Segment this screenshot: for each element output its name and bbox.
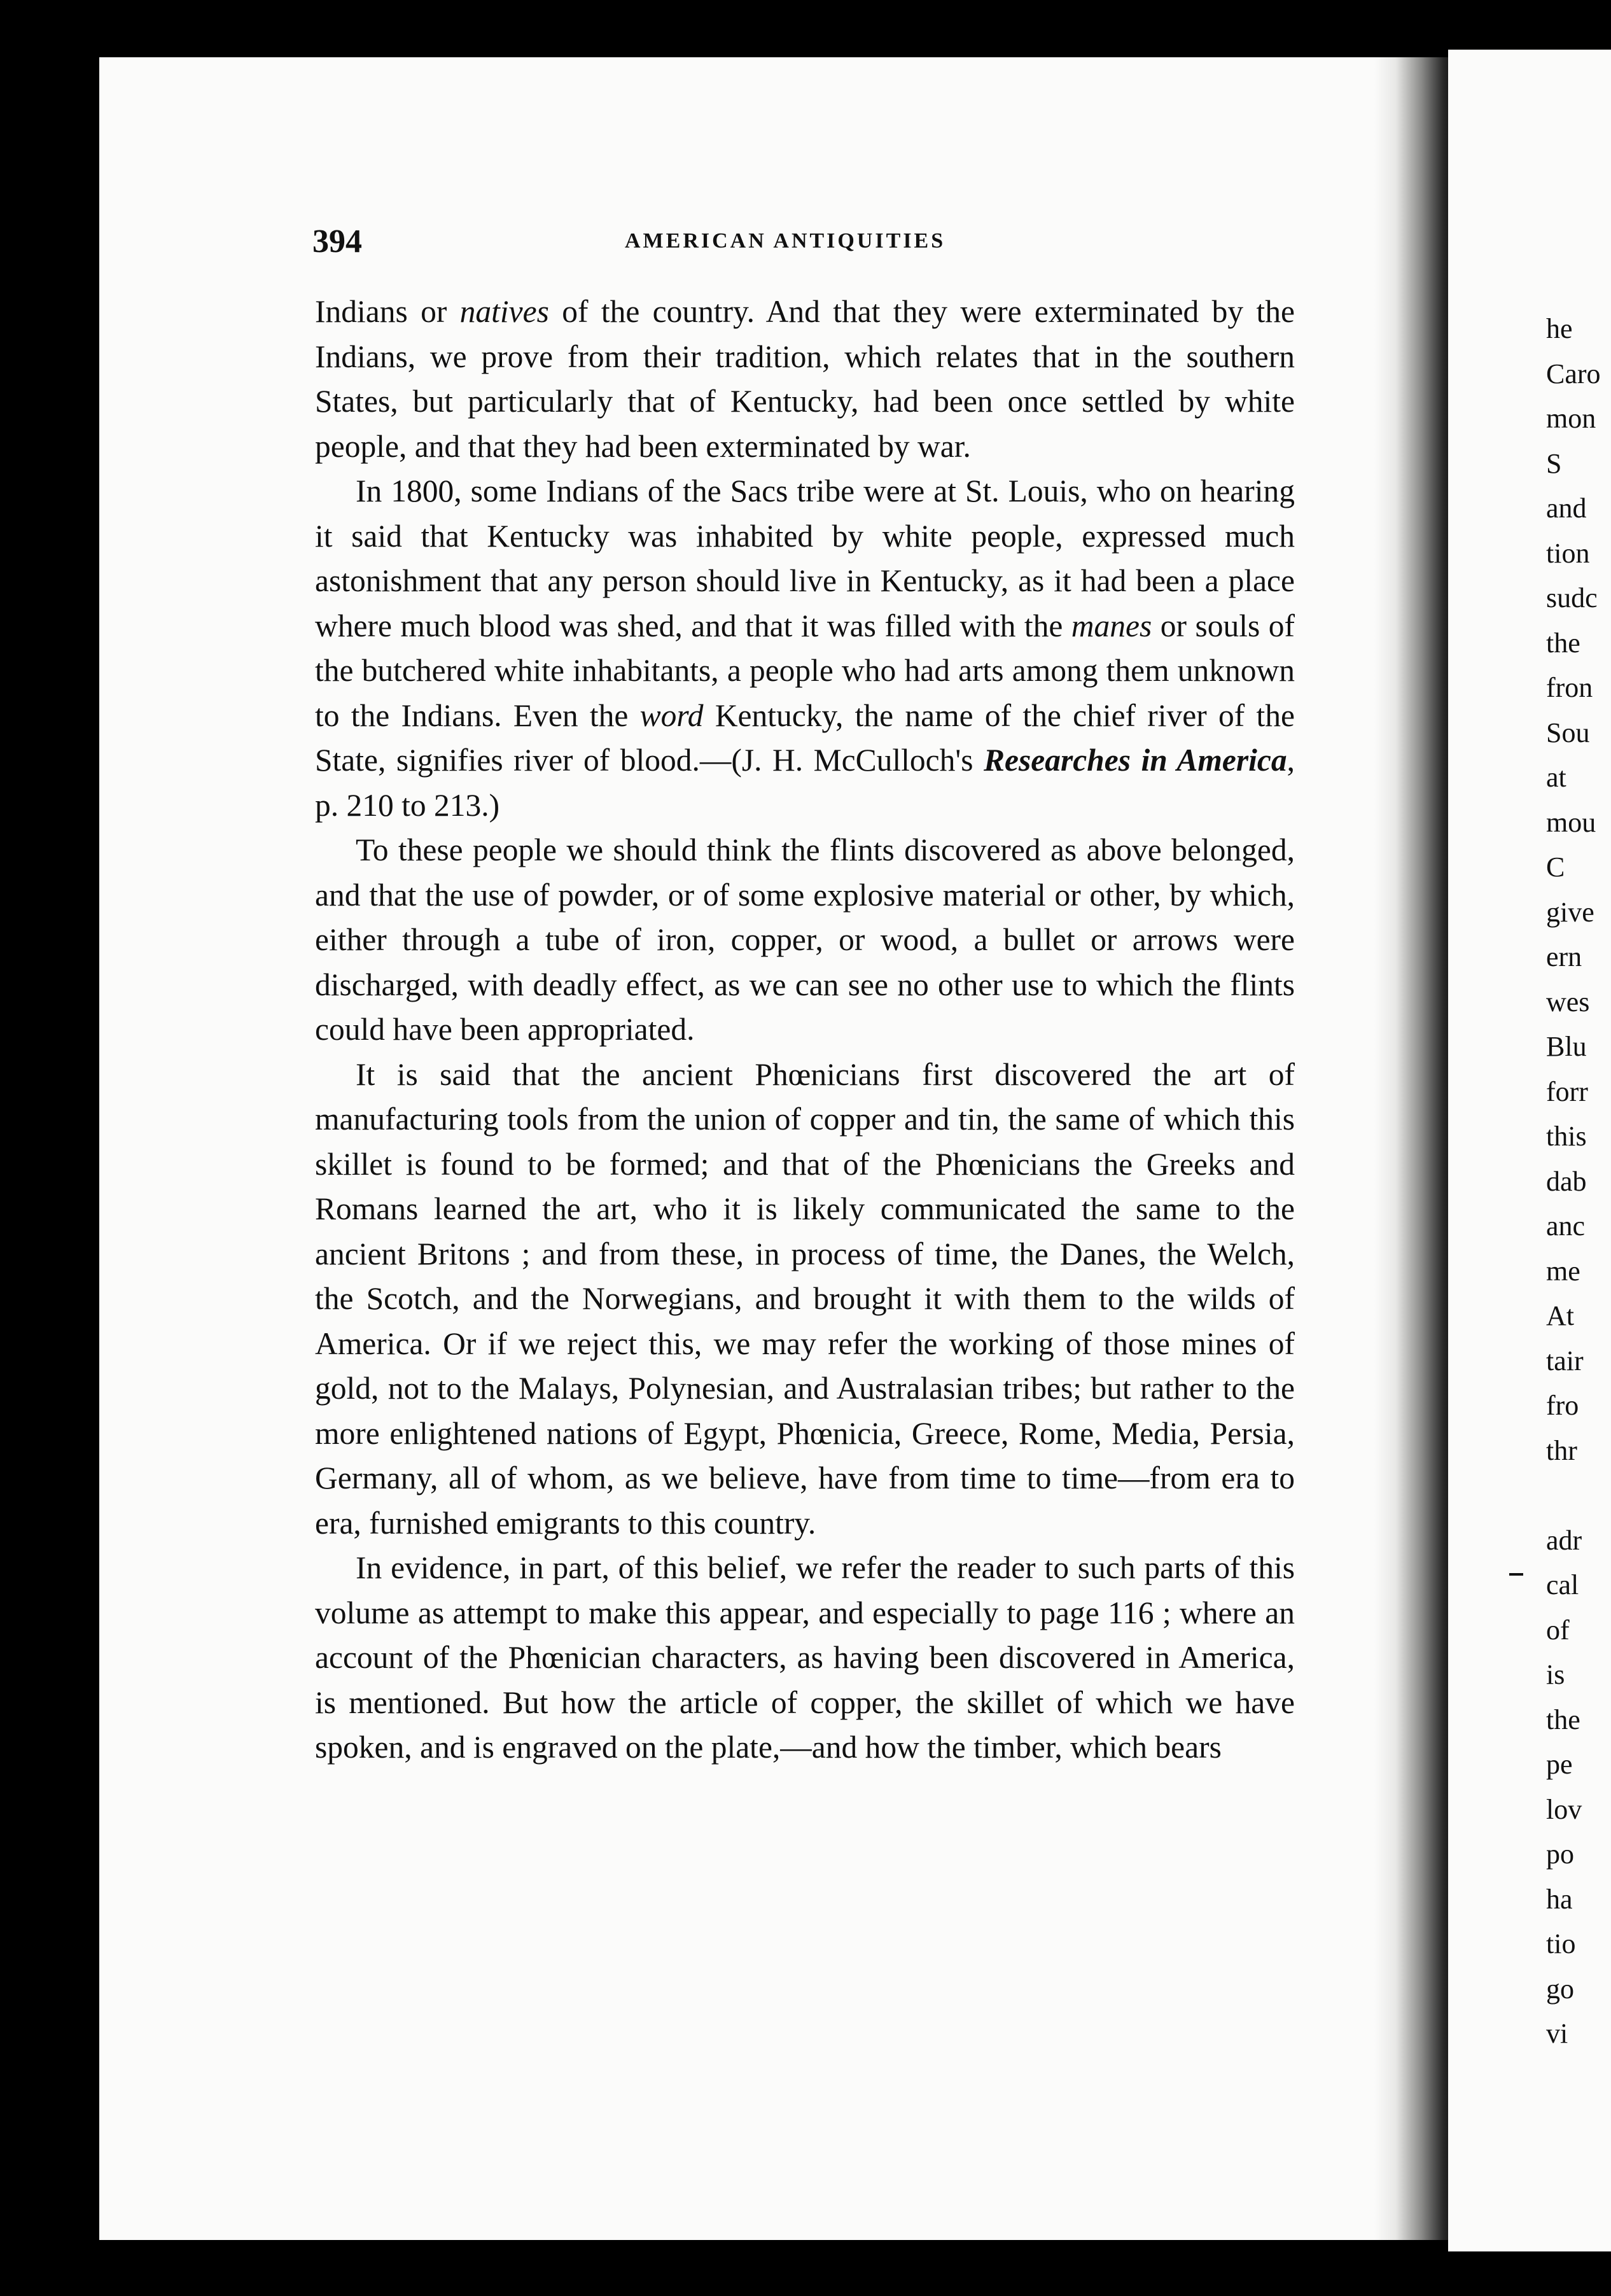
adjacent-page-fragment: wes: [1546, 986, 1590, 1018]
adjacent-page-fragment: Sou: [1546, 717, 1590, 748]
adjacent-page-fragment: [1546, 1473, 1611, 1518]
adjacent-page-fragment: S: [1546, 447, 1562, 479]
adjacent-page-fragment: at: [1546, 762, 1566, 793]
adjacent-page-fragment: pe: [1546, 1749, 1573, 1780]
adjacent-page-fragment: thr: [1546, 1434, 1577, 1466]
book-gutter: [1374, 57, 1460, 2240]
adjacent-page-fragment: Caro: [1546, 358, 1601, 389]
adjacent-page-fragment: ern: [1546, 941, 1582, 972]
adjacent-page-fragment: Blu: [1546, 1031, 1587, 1062]
running-head: [312, 223, 1292, 267]
adjacent-page-fragment: the: [1546, 1704, 1580, 1735]
adjacent-page-fragment: lov: [1546, 1793, 1582, 1825]
margin-dash-mark: [1509, 1573, 1523, 1576]
adjacent-page-fragment: and: [1546, 493, 1587, 524]
adjacent-page-fragment: C: [1546, 851, 1565, 883]
adjacent-page-fragment: is: [1546, 1659, 1565, 1690]
adjacent-page-fragment: cal: [1546, 1569, 1579, 1600]
adjacent-page-fragment: po: [1546, 1838, 1574, 1870]
adjacent-page-fragment: give: [1546, 896, 1594, 928]
adjacent-page-fragment: fron: [1546, 672, 1593, 703]
adjacent-page-fragment: this: [1546, 1121, 1587, 1152]
adjacent-page-fragment: anc: [1546, 1210, 1586, 1242]
paragraph-1: Indians or natives of the country. And that they were exterminated by the Indians, we prove from their tradition, which relates that in the southern States, but particularly that of Kentucky, had been once settled by white people, and that they had been exterminated by war.: [315, 294, 1295, 464]
adjacent-page-fragment: the: [1546, 627, 1580, 659]
adjacent-page-fragment: tion: [1546, 537, 1590, 569]
adjacent-page-fragment: ha: [1546, 1883, 1573, 1915]
italic-natives: natives: [459, 294, 549, 329]
italic-manes: manes: [1071, 608, 1152, 643]
adjacent-page-fragment: mon: [1546, 403, 1596, 434]
paragraph-4: It is said that the ancient Phœnicians first discovered the art of manufacturing tools from the union of copper and tin, the same of which this skillet is found to be formed; and that of the Phœnicians the Greeks and Romans learned the art, who it is likely communicated the same to the ancient Britons ; and from these, in process of time, the Danes, the Welch, the Scotch, and the Norwegians, and brought it with them to the wilds of America. Or if we reject this, we may refer the working of those mines of gold, not to the Malays, Polynesian, and Australasian tribes; but rather to the more enlightened nations of Egypt, Phœnicia, Greece, Rome, Media, Persia, Germany, all of whom, as we believe, have from time to time—from era to era, furnished emigrants to this country.: [315, 1056, 1295, 1541]
body-text: [315, 290, 1295, 1770]
paragraph-5: In evidence, in part, of this belief, we refer the reader to such parts of this volume as attempt to make this appear, and especially to page 116 ; where an account of the Phœnician characters, as having been discovered in America, is mentioned. But how the article of copper, the skillet of which we have spoken, and is engraved on the plate,—and how the timber, which bears: [315, 1550, 1295, 1765]
adjacent-page-fragment: mou: [1546, 806, 1596, 838]
page-number: 394: [312, 223, 362, 260]
adjacent-page-fragment: tair: [1546, 1345, 1584, 1376]
italic-word: word: [639, 697, 704, 733]
adjacent-page-text: [1546, 307, 1611, 2057]
adjacent-page-fragment: of: [1546, 1614, 1570, 1646]
paragraph-2: In 1800, some Indians of the Sacs tribe were at St. Louis, who on hearing it said that Kentucky was inhabited by white people, expressed much astonishment that any person should live in Kentucky, as it had been a place where much blood was shed, and that it was filled with the manes or souls of the butchered white inhabitants, a people who had arts among them unknown to the Indians. Even the word Kentucky, the name of the chief river of the State, signifies river of blood.—(J. H. McCulloch's Researches in America, p. 210 to 213.): [315, 473, 1295, 823]
italic-researches-title: Researches in America: [984, 743, 1287, 778]
adjacent-page-fragment: forr: [1546, 1075, 1588, 1107]
adjacent-page-fragment: go: [1546, 1973, 1574, 2005]
adjacent-page-fragment: vi: [1546, 2018, 1568, 2049]
running-title: AMERICAN ANTIQUITIES: [625, 229, 946, 253]
adjacent-page-fragment: At: [1546, 1300, 1574, 1331]
adjacent-page-fragment: me: [1546, 1255, 1580, 1287]
adjacent-page-fragment: tio: [1546, 1928, 1576, 1959]
adjacent-page-fragment: he: [1546, 313, 1573, 344]
adjacent-page-fragment: fro: [1546, 1390, 1579, 1421]
paragraph-3: To these people we should think the flints discovered as above belonged, and that the use of powder, or of some explosive material or other, by which, either through a tube of iron, copper, or wood, a bullet or arrows were discharged, with deadly effect, as we can see no other use to which the flints could have been appropriated.: [315, 832, 1295, 1047]
adjacent-page-fragment: dab: [1546, 1165, 1587, 1197]
adjacent-page-fragment: sudc: [1546, 582, 1598, 613]
adjacent-page-fragment: adr: [1546, 1524, 1582, 1556]
